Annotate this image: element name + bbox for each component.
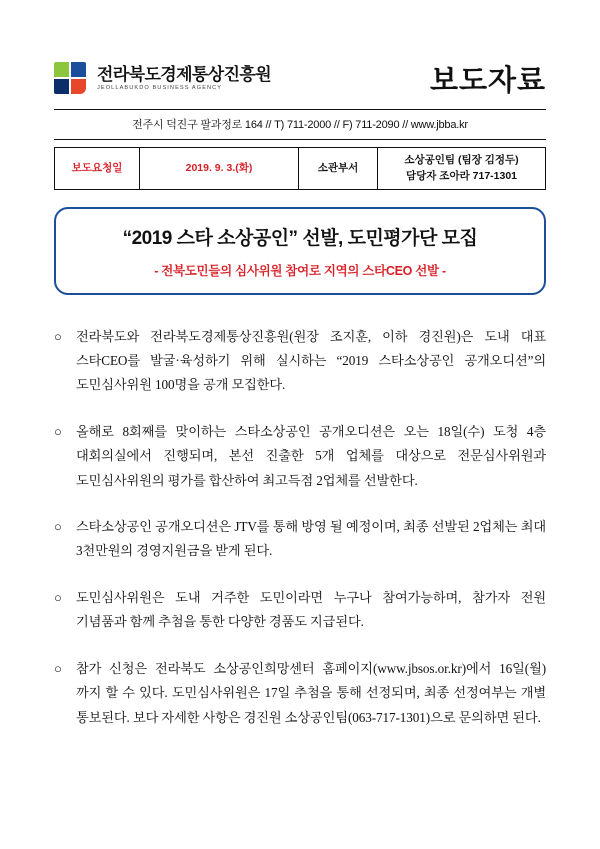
contact-address-bar: 전주시 덕진구 팔과정로 164 // T) 711-2000 // F) 711-2090 // www.jbba.kr <box>54 109 546 140</box>
department-team: 소상공인팀 (팀장 김정두) <box>404 154 519 166</box>
list-item <box>54 657 546 730</box>
logo-square-navy <box>54 79 69 94</box>
logo-mark-icon <box>54 62 88 96</box>
logo-square-blue <box>71 62 86 77</box>
department-contact: 담당자 조아라 717-1301 <box>405 170 518 183</box>
organization-name-en: JEOLLABUKDO BUSINESS AGENCY <box>97 84 223 91</box>
department-label: 소관부서 <box>299 148 378 190</box>
logo-square-red <box>71 79 86 94</box>
document-header <box>54 0 546 109</box>
headline-subtitle: - 전북도민들의 심사위원 참여로 지역의 스타CEO 선발 - <box>154 263 446 278</box>
paragraph-text: 전라북도와 전라북도경제통상진흥원(원장 조지훈, 이하 경진원)은 도내 대표 스타CEO를 발굴·육성하기 위해 실시하는 “2019 스타소상공인 공개오디션”의 도민심사위원 100명을 공개 모집한다. <box>76 328 546 393</box>
paragraph-text: 올해로 8회째를 맞이하는 스타소상공인 공개오디션은 오는 18일(수) 도청 4층 대회의실에서 진행되며, 본선 진출한 5개 업체를 대상으로 전문심사위원과 도민심사위원의 평가를 합산하여 최고득점 2업체를 선발한다. <box>76 423 546 488</box>
table-row <box>55 148 546 190</box>
bullet-icon: ○ <box>54 660 62 676</box>
paragraph-text: 도민심사위원은 도내 거주한 도민이라면 누구나 참여가능하며, 참가자 전원 기념품과 함께 추첨을 통한 다양한 경품도 지급된다. <box>76 589 546 630</box>
organization-logo <box>54 62 271 96</box>
document-info-table <box>54 147 546 190</box>
request-date-value: 2019. 9. 3.(화) <box>140 148 299 190</box>
list-item <box>54 515 546 564</box>
logo-square-green <box>54 62 69 77</box>
department-value <box>378 148 546 190</box>
list-item <box>54 586 546 635</box>
bullet-icon: ○ <box>54 519 62 535</box>
bullet-icon: ○ <box>54 589 62 605</box>
body-content <box>54 325 546 730</box>
bullet-icon: ○ <box>54 328 62 344</box>
request-date-label: 보도요청일 <box>55 148 140 190</box>
list-item <box>54 325 546 398</box>
headline-title: “2019 스타 소상공인” 선발, 도민평가단 모집 <box>122 227 478 249</box>
document-type-title: 보도자료 <box>429 65 546 97</box>
list-item <box>54 420 546 493</box>
bullet-icon: ○ <box>54 423 62 439</box>
headline-box <box>54 207 546 295</box>
paragraph-text: 참가 신청은 전라북도 소상공인희망센터 홈페이지(www.jbsos.or.kr)에서 16일(월)까지 할 수 있다. 도민심사위원은 17일 추첨을 통해 선정되며, 최종 선정여부는 개별 통보된다. 보다 자세한 사항은 경진원 소상공인팀(063-717-1301)으로 문의하면 된다. <box>76 660 546 725</box>
organization-name-ko: 전라북도경제통상진흥원 <box>97 64 272 84</box>
organization-name-block <box>97 66 271 92</box>
paragraph-text: 스타소상공인 공개오디션은 JTV를 통해 방영 될 예정이며, 최종 선발된 2업체는 최대 3천만원의 경영지원금을 받게 된다. <box>76 519 546 559</box>
